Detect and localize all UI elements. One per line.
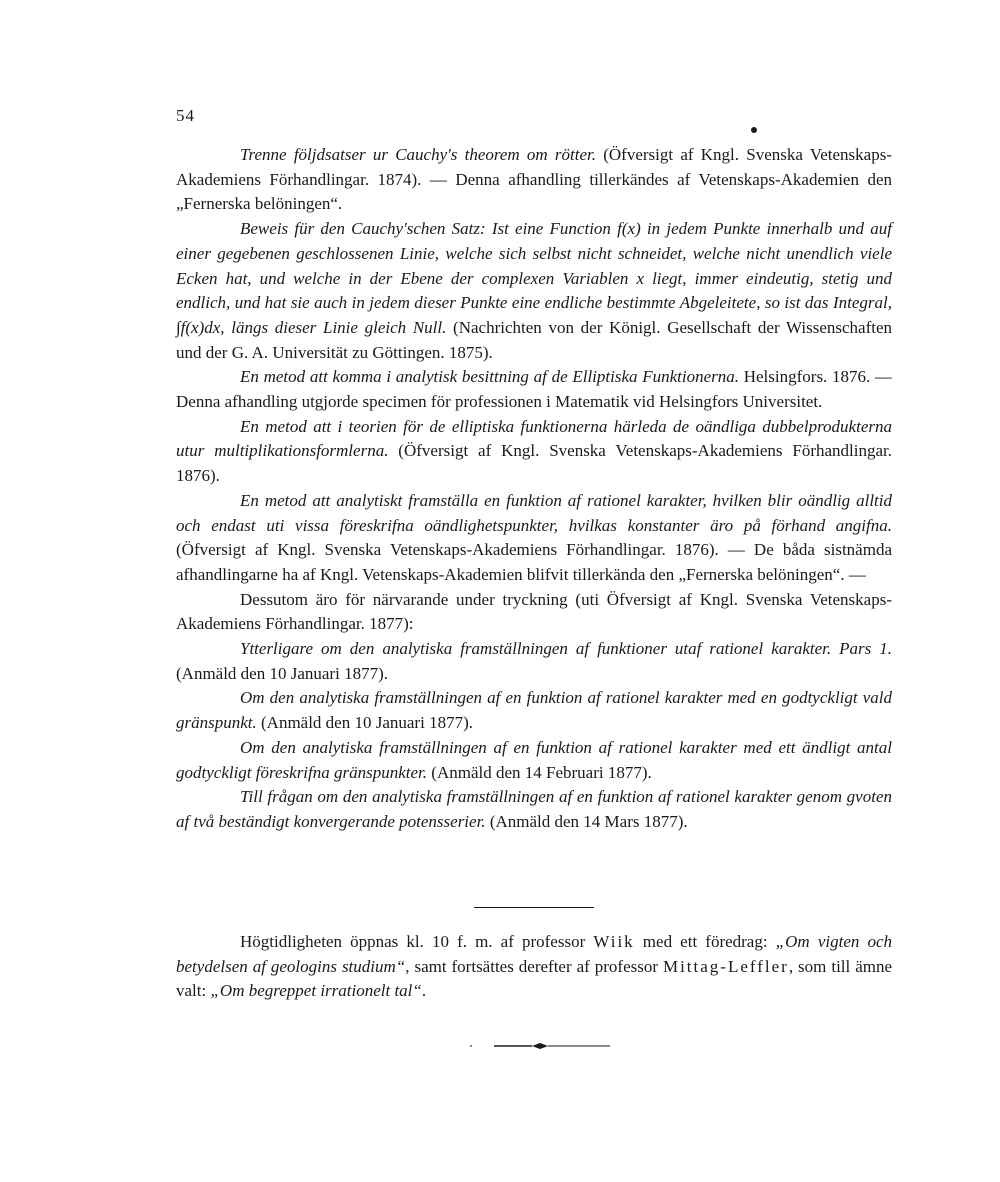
entry-citation: (Anmäld den 14 Februari 1877). — [427, 762, 652, 782]
entry-title: Beweis für den Cauchy'schen Satz: Ist eine Function f(x) in jedem Punkte innerhalb und auf einer gegebenen geschlossenen Linie, welche sich selbst nicht schneidet, welche nicht unendlich viele Ecken hat, und welche in der Ebene der complexen Variablen x liegt, immer eindeutig, stetig und endlich, und hat sie auch in jedem dieser Punkte eine endliche bestimmte Abgeleitete, so ist das Integral, — [176, 219, 892, 313]
list-item — [176, 736, 892, 785]
entry-citation: (Nachrichten von der Königl. Gesellschaft der Wissenschaften und der G. A. Universität zu Göttingen. 1875). — [176, 317, 892, 362]
entry-citation: (Anmäld den 10 Januari 1877). — [176, 663, 388, 683]
list-item — [176, 143, 892, 217]
entry-title: Om den analytiska framställningen af en funktion af rationel karakter med en godtyckligt vald gränspunkt. — [176, 688, 892, 733]
list-item — [176, 637, 892, 686]
entry-title: En metod att komma i analytisk besittning af de Elliptiska Funktionerna. — [240, 367, 740, 387]
entry-citation: (Anmäld den 14 Mars 1877). — [485, 811, 688, 831]
entry-title: Om den analytiska framställningen af en funktion af rationel karakter med ett ändligt antal godtyckligt föreskrifna gränspunkter. — [176, 737, 892, 782]
page-number: 54 — [176, 106, 195, 125]
list-item — [176, 217, 892, 365]
ceremony-paragraph: Högtidligheten öppnas kl. 10 f. m. af professor Wiik med ett föredrag: „Om vigten och betydelsen af geologins studium“, samt fortsättes derefter af professor Mittag-Leffler, som till ämne valt: „Om begreppet irrationelt tal“. — [176, 932, 893, 1001]
list-item — [176, 415, 892, 489]
entry-title: Trenne följdsatser ur Cauchy's theorem om rötter. — [240, 145, 597, 164]
entry-title: , längs dieser Linie gleich Null. — [220, 317, 447, 337]
speaker-name: Wiik — [593, 932, 635, 951]
entry-citation: (Öfversigt af Kngl. Svenska Vetenskaps-Akademiens Förhandlingar. 1874). — Denna afhandling tillerkändes af Vetenskaps-Akademien den „Fernerska belöningen“. — [176, 145, 892, 214]
entry-citation: Helsingfors. 1876. — Denna afhandling utgjorde specimen för professionen i Matematik vid Helsingfors Universitet. — [176, 367, 892, 412]
list-item — [176, 686, 892, 735]
entry-citation: (Öfversigt af Kngl. Svenska Vetenskaps-Akademiens Förhandlingar. 1876). — De båda sistnämda afhandlingarne ha af Kngl. Vetenskaps-Akademien blifvit tillerkända den „Fernerska belöningen“. — — [176, 540, 892, 584]
ink-dot — [751, 127, 757, 133]
entry-citation: (Anmäld den 10 Januari 1877). — [256, 713, 473, 733]
integral-formula: ∫f(x)dx — [176, 317, 221, 337]
entry-title: Ytterligare om den analytiska framställningen af funktioner utaf rationel karakter. Pars 1. — [240, 639, 892, 659]
lecture-title: „Om vigten och betydelsen af geologins studium“ — [176, 932, 893, 976]
end-ornament — [470, 1040, 620, 1052]
entry-title: En metod att analytiskt framställa en funktion af rationel karakter, hvilken blir oändlig alltid och endast uti vissa föreskrifna oändlighetspunkter, hvilkas konstanter äro på förhand angifna. — [176, 490, 892, 535]
speaker-name: Mittag-Leffler — [662, 956, 789, 976]
entry-text: Dessutom äro för närvarande under tryckning (uti Öfversigt af Kngl. Svenska Vetenskaps-Akademiens Förhandlingar. 1877): — [176, 589, 892, 634]
entry-title: Till frågan om den analytiska framställningen af en funktion af rationel karakter genom gvoten af två beständigt konvergerande potensserier. — [176, 787, 892, 831]
list-item — [176, 588, 892, 637]
list-item — [176, 489, 892, 588]
publication-list — [176, 143, 892, 835]
entry-citation: (Öfversigt af Kngl. Svenska Vetenskaps-Akademiens Förhandlingar. 1876). — [176, 441, 892, 486]
section-divider — [474, 907, 594, 908]
entry-title: En metod att i teorien för de elliptiska funktionerna härleda de oändliga dubbelprodukterna utur multiplikationsformlerna. — [176, 416, 892, 461]
list-item — [176, 365, 892, 414]
lecture-title: „Om begreppet irrationelt tal“ — [210, 981, 422, 1001]
list-item — [176, 785, 892, 834]
